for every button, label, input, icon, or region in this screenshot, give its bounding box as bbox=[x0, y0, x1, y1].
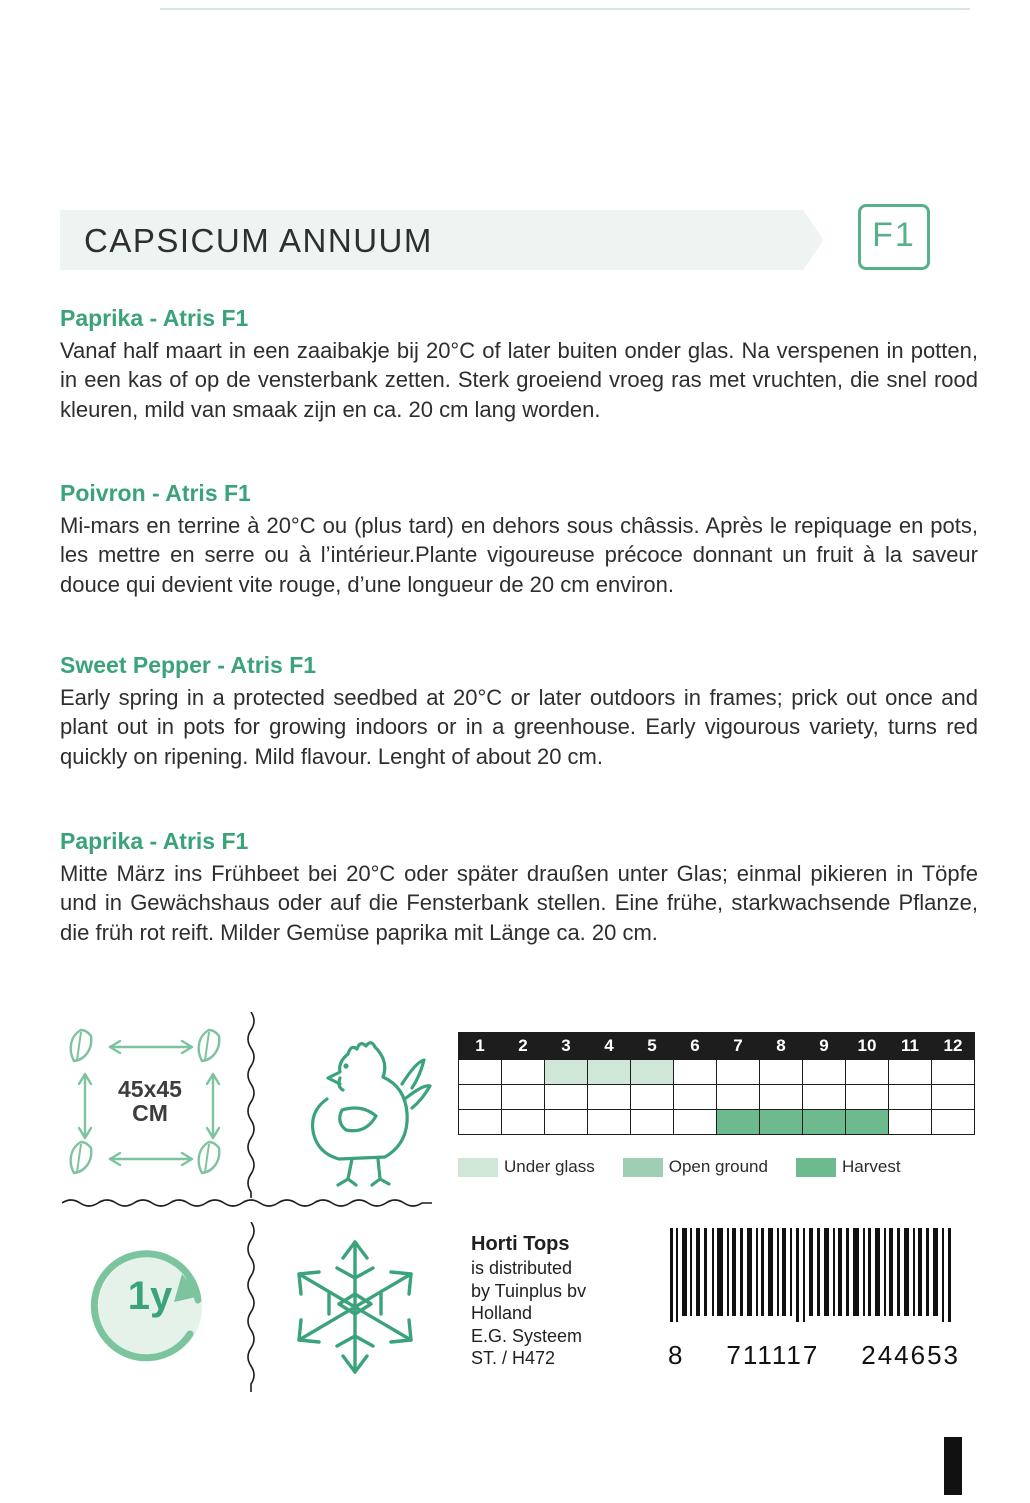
calendar-cell bbox=[631, 1110, 674, 1135]
legend-swatch-harvest bbox=[796, 1158, 836, 1177]
arrow-horizontal-icon bbox=[106, 1150, 196, 1168]
calendar-cell bbox=[717, 1110, 760, 1135]
hybrid-f1-label: F1 bbox=[872, 216, 916, 254]
calendar-month-11: 11 bbox=[889, 1033, 932, 1060]
publisher-info bbox=[471, 1232, 586, 1370]
calendar-cell bbox=[459, 1060, 502, 1085]
calendar-row bbox=[459, 1110, 975, 1135]
calendar-month-8: 8 bbox=[760, 1033, 803, 1060]
calendar-cell bbox=[846, 1110, 889, 1135]
calendar-cell bbox=[803, 1110, 846, 1135]
snowflake-icon bbox=[285, 1232, 425, 1382]
description-block-fr bbox=[60, 480, 978, 599]
calendar-month-10: 10 bbox=[846, 1033, 889, 1060]
description-block-en bbox=[60, 652, 978, 771]
divider-wavy-vertical-1 bbox=[244, 1012, 258, 1198]
calendar-cell bbox=[932, 1110, 975, 1135]
description-title-fr: Poivron - Atris F1 bbox=[60, 480, 251, 506]
barcode bbox=[668, 1228, 960, 1346]
calendar-cell bbox=[932, 1060, 975, 1085]
calendar-cell bbox=[502, 1060, 545, 1085]
calendar-month-3: 3 bbox=[545, 1033, 588, 1060]
calendar-cell bbox=[803, 1085, 846, 1110]
legend-swatch-under-glass bbox=[458, 1158, 498, 1177]
legend-item-harvest bbox=[796, 1157, 901, 1177]
calendar-cell bbox=[889, 1085, 932, 1110]
calendar-table bbox=[458, 1032, 975, 1135]
plant-spacing-value: 45x45 bbox=[118, 1076, 182, 1102]
calendar-month-1: 1 bbox=[459, 1033, 502, 1060]
publisher-line-3: Holland bbox=[471, 1303, 533, 1323]
leaf-icon bbox=[194, 1028, 224, 1066]
print-register-mark bbox=[944, 1437, 962, 1495]
description-text-nl: Vanaf half maart in een zaaibakje bij 20°C of later buiten onder glas. Na verspenen in potten, in een kas of op de vensterbank zetten. Sterk groeiend vroeg ras met vruchten, die snel rood kleuren, mild van smaak zijn en ca. 20 cm lang worden. bbox=[60, 338, 978, 422]
arrow-horizontal-icon bbox=[106, 1038, 196, 1056]
calendar-cell bbox=[545, 1085, 588, 1110]
calendar-cell bbox=[588, 1085, 631, 1110]
description-title-nl: Paprika - Atris F1 bbox=[60, 305, 249, 331]
legend-item-under-glass bbox=[458, 1157, 595, 1177]
calendar-cell bbox=[545, 1060, 588, 1085]
calendar-cell bbox=[502, 1110, 545, 1135]
publisher-line-5: ST. / H472 bbox=[471, 1348, 556, 1368]
top-rule bbox=[160, 8, 970, 10]
calendar-row bbox=[459, 1060, 975, 1085]
calendar-cell bbox=[717, 1060, 760, 1085]
calendar-month-7: 7 bbox=[717, 1033, 760, 1060]
description-block-de bbox=[60, 828, 978, 947]
calendar-cell bbox=[588, 1060, 631, 1085]
one-year-label: 1y bbox=[127, 1274, 173, 1318]
plant-spacing-icon-group bbox=[62, 1022, 237, 1187]
barcode-digits-group-1: 711117 bbox=[726, 1340, 820, 1370]
calendar-row bbox=[459, 1085, 975, 1110]
leaf-icon bbox=[66, 1140, 96, 1178]
description-title-de: Paprika - Atris F1 bbox=[60, 828, 249, 854]
legend-swatch-open-ground bbox=[623, 1158, 663, 1177]
plant-spacing-label bbox=[98, 1077, 202, 1125]
calendar-cell bbox=[760, 1060, 803, 1085]
description-block-nl bbox=[60, 305, 978, 424]
calendar-cell bbox=[588, 1110, 631, 1135]
leaf-icon bbox=[66, 1028, 96, 1066]
calendar-cell bbox=[674, 1085, 717, 1110]
publisher-name: Horti Tops bbox=[471, 1233, 570, 1255]
calendar-cell bbox=[502, 1085, 545, 1110]
arrow-vertical-icon bbox=[204, 1070, 222, 1142]
calendar-header-row bbox=[459, 1033, 975, 1060]
description-text-de: Mitte März ins Frühbeet bei 20°C oder später draußen unter Glas; einmal pikieren in Töpfe und in Gewächshaus oder auf die Fensterbank stellen. Eine frühe, starkwachsende Pflanze, die früh rot reift. Milder Gemüse paprika mit Länge ca. 20 cm. bbox=[60, 861, 978, 945]
divider-wavy-vertical-2 bbox=[244, 1222, 258, 1392]
calendar-month-5: 5 bbox=[631, 1033, 674, 1060]
legend-label-harvest: Harvest bbox=[841, 1157, 901, 1176]
rooster-icon bbox=[282, 1020, 432, 1190]
publisher-line-4: E.G. Systeem bbox=[471, 1325, 583, 1346]
calendar-cell bbox=[846, 1060, 889, 1085]
one-year-icon-group bbox=[70, 1230, 230, 1380]
calendar-month-2: 2 bbox=[502, 1033, 545, 1060]
plant-spacing-unit: CM bbox=[132, 1100, 168, 1127]
calendar-legend bbox=[458, 1157, 978, 1177]
calendar-cell bbox=[717, 1085, 760, 1110]
calendar-cell bbox=[545, 1110, 588, 1135]
publisher-line-2: by Tuinplus bv bbox=[471, 1280, 587, 1301]
description-text-fr: Mi-mars en terrine à 20°C ou (plus tard) en dehors sous châssis. Après le repiquage en pots, les mettre en serre ou à l’intérieur.Plante vigoureuse précoce donnant un fruit à la saveur douce qui devient vite rouge, d’une longueur de 20 cm environ. bbox=[60, 513, 978, 597]
legend-label-open-ground: Open ground bbox=[668, 1157, 768, 1176]
barcode-digits bbox=[668, 1340, 960, 1371]
calendar-month-12: 12 bbox=[932, 1033, 975, 1060]
calendar-cell bbox=[889, 1110, 932, 1135]
calendar-month-4: 4 bbox=[588, 1033, 631, 1060]
leaf-icon bbox=[194, 1140, 224, 1178]
description-title-en: Sweet Pepper - Atris F1 bbox=[60, 652, 317, 678]
sowing-calendar bbox=[458, 1032, 975, 1135]
calendar-cell bbox=[889, 1060, 932, 1085]
publisher-line-1: is distributed bbox=[471, 1258, 573, 1278]
calendar-cell bbox=[674, 1060, 717, 1085]
arrow-vertical-icon bbox=[76, 1070, 94, 1142]
calendar-cell bbox=[846, 1085, 889, 1110]
calendar-cell bbox=[803, 1060, 846, 1085]
calendar-cell bbox=[760, 1110, 803, 1135]
calendar-month-9: 9 bbox=[803, 1033, 846, 1060]
calendar-cell bbox=[932, 1085, 975, 1110]
calendar-cell bbox=[631, 1060, 674, 1085]
legend-label-under-glass: Under glass bbox=[504, 1157, 595, 1176]
hybrid-f1-badge bbox=[858, 204, 930, 270]
calendar-cell bbox=[459, 1110, 502, 1135]
calendar-cell bbox=[674, 1110, 717, 1135]
calendar-cell bbox=[631, 1085, 674, 1110]
description-text-en: Early spring in a protected seedbed at 20°C or later outdoors in frames; prick out once and plant out in pots for growing indoors or in a greenhouse. Early vigourous variety, turns red quickly on ripening. Mild flavour. Lenght of about 20 cm. bbox=[60, 685, 978, 769]
barcode-bars bbox=[668, 1228, 960, 1322]
calendar-cell bbox=[459, 1085, 502, 1110]
calendar-cell bbox=[760, 1085, 803, 1110]
barcode-digit-leading: 8 bbox=[668, 1340, 685, 1370]
page-title: CAPSICUM ANNUUM bbox=[84, 222, 433, 259]
calendar-month-6: 6 bbox=[674, 1033, 717, 1060]
legend-item-open-ground bbox=[623, 1157, 768, 1177]
barcode-digits-group-2: 244653 bbox=[861, 1340, 960, 1370]
divider-wavy-horizontal bbox=[62, 1196, 432, 1210]
